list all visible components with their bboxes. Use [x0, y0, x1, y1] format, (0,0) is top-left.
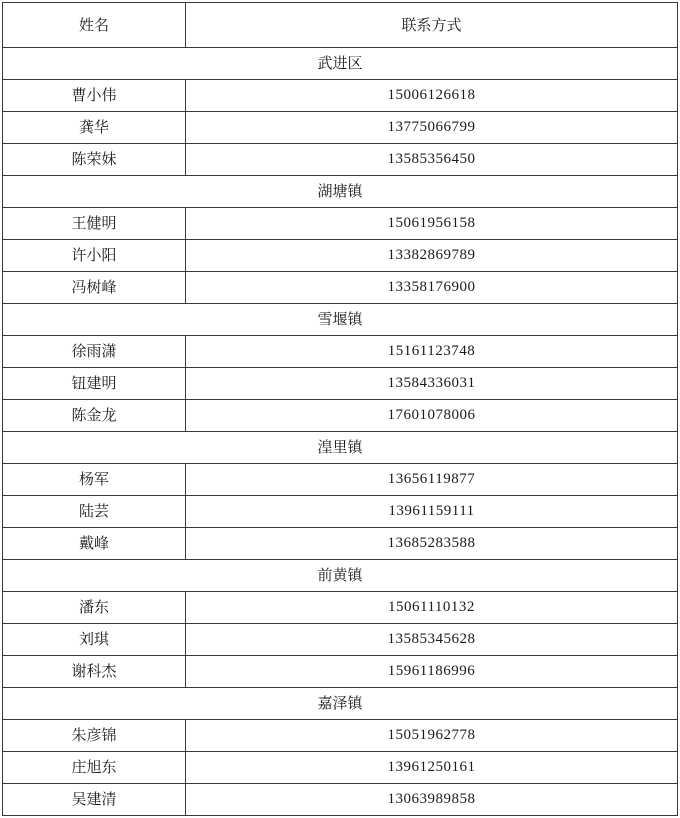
header-row [3, 3, 678, 48]
district-heading: 前黄镇 [3, 560, 678, 592]
section-row [3, 432, 678, 464]
district-heading: 湖塘镇 [3, 176, 678, 208]
section-row [3, 48, 678, 80]
table-row [3, 528, 678, 560]
table-row [3, 496, 678, 528]
person-name-cell: 陈金龙 [3, 400, 186, 432]
phone-number-cell: 13585356450 [186, 144, 678, 176]
section-row [3, 304, 678, 336]
section-row [3, 176, 678, 208]
person-name-cell: 吴建清 [3, 784, 186, 816]
table-row [3, 144, 678, 176]
phone-number-cell: 13961250161 [186, 752, 678, 784]
person-name-cell: 许小阳 [3, 240, 186, 272]
table-row [3, 80, 678, 112]
person-name-cell: 潘东 [3, 592, 186, 624]
table-row [3, 400, 678, 432]
person-name-cell: 杨军 [3, 464, 186, 496]
table-row [3, 720, 678, 752]
contact-table [2, 2, 678, 816]
phone-number-cell: 13358176900 [186, 272, 678, 304]
phone-number-cell: 15161123748 [186, 336, 678, 368]
phone-number-cell: 15061956158 [186, 208, 678, 240]
person-name-cell: 戴峰 [3, 528, 186, 560]
section-row [3, 688, 678, 720]
table-row [3, 208, 678, 240]
person-name-cell: 陆芸 [3, 496, 186, 528]
phone-number-cell: 15061110132 [186, 592, 678, 624]
person-name-cell: 陈荣妹 [3, 144, 186, 176]
person-name-cell: 庄旭东 [3, 752, 186, 784]
person-name-cell: 冯树峰 [3, 272, 186, 304]
section-row [3, 560, 678, 592]
person-name-cell: 王健明 [3, 208, 186, 240]
table-row [3, 272, 678, 304]
phone-number-cell: 13585345628 [186, 624, 678, 656]
phone-number-cell: 13775066799 [186, 112, 678, 144]
person-name-cell: 谢科杰 [3, 656, 186, 688]
table-row [3, 784, 678, 816]
phone-number-cell: 13382869789 [186, 240, 678, 272]
table-row [3, 656, 678, 688]
person-name-cell: 刘琪 [3, 624, 186, 656]
person-name-cell: 钮建明 [3, 368, 186, 400]
phone-number-cell: 13961159111 [186, 496, 678, 528]
table-row [3, 624, 678, 656]
district-heading: 雪堰镇 [3, 304, 678, 336]
phone-number-cell: 13685283588 [186, 528, 678, 560]
table-row [3, 752, 678, 784]
table-row [3, 240, 678, 272]
phone-number-cell: 17601078006 [186, 400, 678, 432]
table-row [3, 368, 678, 400]
contact-column-header: 联系方式 [186, 3, 678, 48]
phone-number-cell: 13584336031 [186, 368, 678, 400]
district-heading: 武进区 [3, 48, 678, 80]
phone-number-cell: 13063989858 [186, 784, 678, 816]
phone-number-cell: 13656119877 [186, 464, 678, 496]
table-row [3, 112, 678, 144]
table-row [3, 464, 678, 496]
phone-number-cell: 15051962778 [186, 720, 678, 752]
person-name-cell: 龚华 [3, 112, 186, 144]
district-heading: 嘉泽镇 [3, 688, 678, 720]
table-row [3, 592, 678, 624]
phone-number-cell: 15006126618 [186, 80, 678, 112]
phone-number-cell: 15961186996 [186, 656, 678, 688]
person-name-cell: 徐雨潇 [3, 336, 186, 368]
district-heading: 湟里镇 [3, 432, 678, 464]
name-column-header: 姓名 [3, 3, 186, 48]
person-name-cell: 朱彦锦 [3, 720, 186, 752]
person-name-cell: 曹小伟 [3, 80, 186, 112]
table-row [3, 336, 678, 368]
